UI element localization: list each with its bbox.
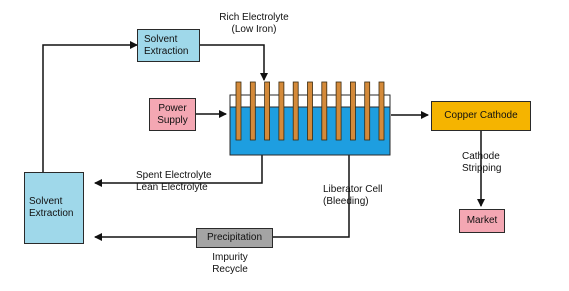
electrode-plate bbox=[379, 82, 384, 140]
electrode-plate bbox=[279, 82, 284, 140]
electrode-plate bbox=[365, 82, 370, 140]
solvent-left-line2: Extraction bbox=[29, 208, 74, 219]
electrode-plate bbox=[308, 82, 313, 140]
cathode-stripping-line1: Cathode bbox=[462, 151, 500, 162]
spent-electrolyte-line2: Lean Electrolyte bbox=[136, 182, 208, 193]
rich-electrolyte-line1: Rich Electrolyte bbox=[219, 12, 289, 23]
rich-electrolyte-line2: (Low Iron) bbox=[231, 24, 277, 35]
solvent-extraction-left-box bbox=[24, 172, 84, 244]
electrode-plate bbox=[236, 82, 241, 140]
impurity-recycle-line1: Impurity bbox=[212, 252, 248, 263]
precipitation-label: Precipitation bbox=[206, 232, 263, 243]
spent-electrolyte-line1: Spent Electrolyte bbox=[136, 170, 212, 181]
liberator-cell-line1: Liberator Cell bbox=[323, 184, 383, 195]
solvent-left-line1: Solvent bbox=[29, 196, 63, 207]
electrode-plate bbox=[322, 82, 327, 140]
electrode-plate bbox=[350, 82, 355, 140]
liberator-cell-label bbox=[323, 184, 382, 208]
copper-cathode-label: Copper Cathode bbox=[444, 110, 518, 121]
impurity-recycle-label bbox=[196, 252, 264, 276]
solvent-top-line1: Solvent bbox=[144, 33, 178, 45]
cathode-stripping-line2: Stripping bbox=[462, 163, 502, 174]
impurity-recycle-line2: Recycle bbox=[212, 264, 248, 275]
power-line1: Power bbox=[158, 102, 187, 114]
liberator-cell-line2: (Bleeding) bbox=[323, 196, 369, 207]
spent-electrolyte-label bbox=[136, 170, 212, 194]
market-box bbox=[459, 209, 505, 233]
precipitation-box bbox=[196, 228, 273, 248]
copper-cathode-box bbox=[431, 101, 531, 131]
power-line2: Supply bbox=[157, 114, 188, 126]
electrode-plate bbox=[250, 82, 255, 140]
solvent-top-line2: Extraction bbox=[144, 45, 189, 57]
solvent-extraction-top-box bbox=[137, 29, 200, 62]
electrode-plate bbox=[293, 82, 298, 140]
rich-electrolyte-label bbox=[204, 12, 304, 36]
cathode-stripping-label bbox=[462, 151, 501, 175]
electrode-plate bbox=[336, 82, 341, 140]
market-label: Market bbox=[466, 215, 498, 226]
electrode-plate bbox=[265, 82, 270, 140]
power-supply-box bbox=[149, 98, 196, 131]
